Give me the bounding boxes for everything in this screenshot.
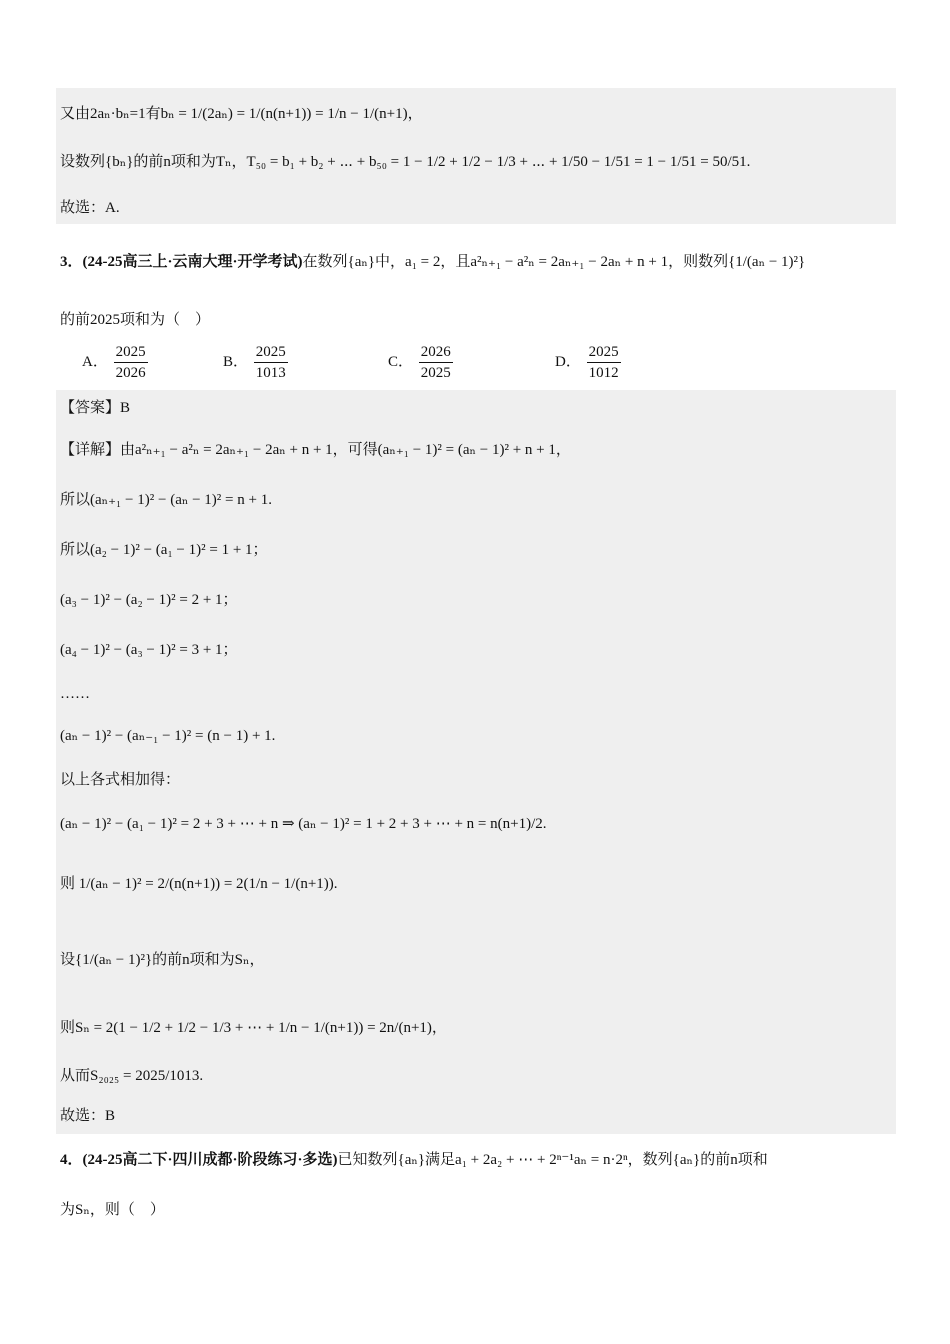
option-d-fraction [587, 342, 621, 383]
option-d-den: 1012 [588, 365, 619, 381]
option-b-num: 2025 [254, 342, 288, 363]
solution-step-10: 则 1/(aₙ − 1)² = 2/(n(n+1)) = 2(1/n − 1/(n+1)). [60, 876, 338, 892]
option-d-num: 2025 [587, 342, 621, 363]
solution-step-5: (a₄ − 1)² − (a₃ − 1)² = 3 + 1； [60, 642, 238, 658]
solution-step-11: 设{1/(aₙ − 1)²}的前n项和为Sₙ， [60, 952, 265, 968]
solution-step-12: 则Sₙ = 2(1 − 1/2 + 1/2 − 1/3 + ⋯ + 1/n − 1/(n+1)) = 2n/(n+1)， [60, 1020, 447, 1036]
prev-solution-line-1: 又由2aₙ·bₙ=1有bₙ = 1/(2aₙ) = 1/(n(n+1)) = 1/n − 1/(n+1)， [60, 106, 423, 122]
option-a [82, 342, 150, 383]
question-4-title: 4．(24-25高二下·四川成都·阶段练习·多选) [60, 1152, 338, 1168]
option-b-label: B． [223, 353, 249, 370]
solution-step-7: (aₙ − 1)² − (aₙ₋₁ − 1)² = (n − 1) + 1. [60, 728, 276, 744]
question-3-header [60, 252, 805, 272]
option-b-den: 1013 [255, 365, 286, 381]
solution-step-3: 所以(a₂ − 1)² − (a₁ − 1)² = 1 + 1； [60, 542, 268, 558]
option-c-label: C． [388, 353, 414, 370]
prev-solution-line-3: 故选：A. [60, 200, 120, 216]
option-c-num: 2026 [419, 342, 453, 363]
option-b [223, 342, 290, 383]
option-a-num: 2025 [114, 342, 148, 363]
prev-solution-line-2: 设数列{bₙ}的前n项和为Tₙ，T₅₀ = b₁ + b₂ + ⋯ + b₅₀ = 1 − 1/2 + 1/2 − 1/3 + ⋯ + 1/50 − 1/51 = 1 − 1/51 = 50/51. [60, 154, 751, 170]
option-b-fraction [254, 342, 288, 383]
option-c-fraction [419, 342, 453, 383]
solution-step-1: 【详解】由a²ₙ₊₁ − a²ₙ = 2aₙ₊₁ − 2aₙ + n + 1，可得(aₙ₊₁ − 1)² = (aₙ − 1)² + n + 1， [60, 442, 571, 458]
solution-step-14: 故选：B [60, 1108, 116, 1124]
option-c-den: 2025 [420, 365, 451, 381]
option-a-fraction [114, 342, 148, 383]
solution-step-8: 以上各式相加得： [60, 772, 181, 788]
option-a-den: 2026 [115, 365, 146, 381]
solution-step-13: 从而S₂₀₂₅ = 2025/1013. [60, 1068, 204, 1084]
question-4-stem: 已知数列{aₙ}满足a₁ + 2a₂ + ⋯ + 2ⁿ⁻¹aₙ = n·2ⁿ，数列{aₙ}的前n项和 [337, 1152, 768, 1168]
option-d-label: D． [555, 353, 581, 370]
option-d [555, 342, 623, 383]
question-4-header [60, 1150, 768, 1170]
solution-step-9: (aₙ − 1)² − (a₁ − 1)² = 2 + 3 + ⋯ + n ⇒ (aₙ − 1)² = 1 + 2 + 3 + ⋯ + n = n(n+1)/2. [60, 816, 547, 832]
solution-step-6: …… [60, 686, 90, 702]
solution-step-4: (a₃ − 1)² − (a₂ − 1)² = 2 + 1； [60, 592, 238, 608]
option-a-label: A． [82, 353, 108, 370]
answer-line: 【答案】B [60, 400, 131, 416]
question-3-stem: 在数列{aₙ}中，a₁ = 2，且a²ₙ₊₁ − a²ₙ = 2aₙ₊₁ − 2aₙ + n + 1，则数列{1/(aₙ − 1)²} [302, 254, 806, 270]
option-c [388, 342, 455, 383]
solution-step-2: 所以(aₙ₊₁ − 1)² − (aₙ − 1)² = n + 1. [60, 492, 272, 508]
question-3-stem-cont: 的前2025项和为（ ） [60, 312, 211, 328]
question-4-stem-cont: 为Sₙ，则（ ） [60, 1202, 165, 1218]
question-3-title: 3．(24-25高三上·云南大理·开学考试) [60, 254, 303, 270]
